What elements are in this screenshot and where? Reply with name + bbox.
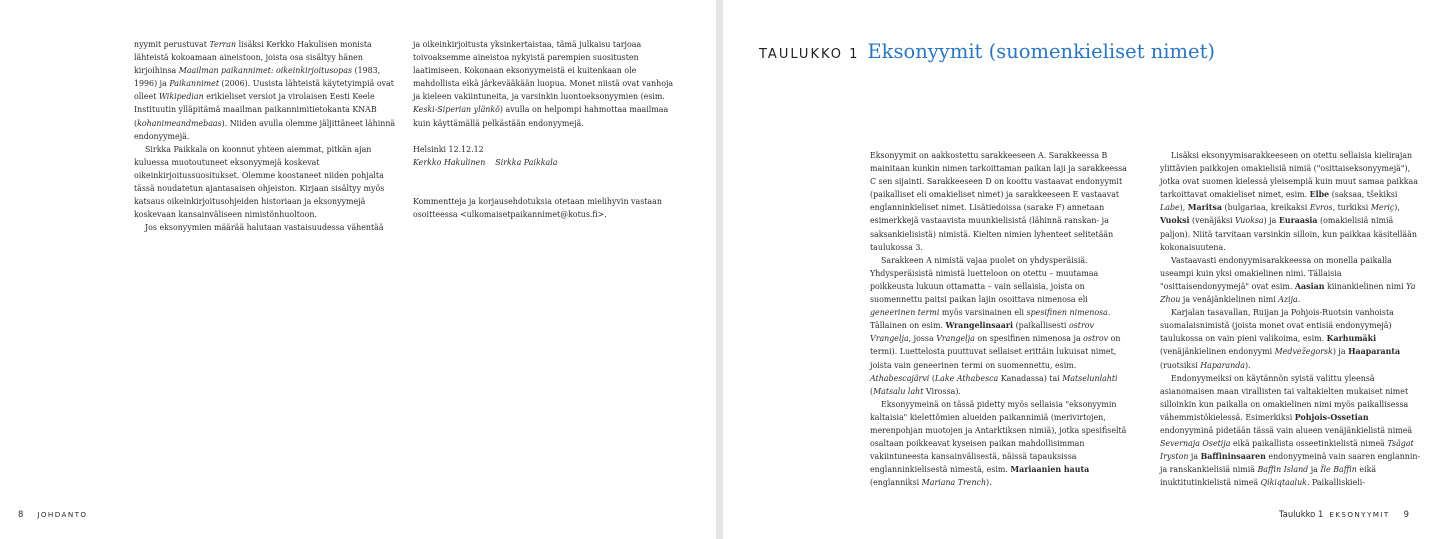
left-column-2	[413, 38, 675, 221]
paragraph: Endonyymeiksi on käytännön syistä valittu yleensä asianomaisen maan virallisten tai valtakielten mukaiset nimet silloinkin kun paikalla on omakielinen nimi myös paikallisessa vähemmistökielessä. Esimerkiksi Pohjois-Ossetian endonyyminä pidetään tässä vain alueen venäjänkielistä nimeä Severnaja Osetija eikä paikallista osseetinkielistä nimeä Tsägat Iryston ja Baffininsaaren endonyymeinä vain saaren englannin- ja ranskankielisiä nimiä Baffin Island ja Île Baffin eikä inuktitutinkielistä nimeä Qikiqtaaluk. Paikalliskieli-	[1160, 373, 1421, 488]
authors: Kerkko Hakulinen Sirkka Paikkala	[413, 157, 558, 167]
paragraph: Jos eksonyymien määrää halutaan vastaisuudessa vähentää	[145, 223, 384, 233]
running-section: EKSONYYMIT	[1329, 510, 1390, 519]
right-column-1	[870, 149, 1132, 489]
feedback-note: Kommentteja ja korjausehdotuksia otetaan mielihyvin vastaan osoitteessa <ulkomaisetpaikannimet@kotus.fi>.	[413, 196, 662, 219]
page-number: 9	[1403, 509, 1409, 519]
paragraph: Sirkka Paikkala on koonnut yhteen aiemmat, pitkän ajan kuluessa muotoutuneet eksonyymejä koskevat oikeinkirjoitussuositukset. Olemme koostaneet niiden pohjalta tässä noudatetun ajantasaisen ohjeiston. Kirjaan sisältyy myös katsaus oikeinkirjoitusohjeiden historiaan ja eksonyymejä koskevaan kansainväliseen nimistönhuoltoon.	[134, 144, 385, 220]
right-page	[723, 0, 1436, 539]
table-label: TAULUKKO 1	[759, 47, 860, 62]
paragraph: nyymit perustuvat Terran lisäksi Kerkko Hakulisen monista lähteistä kokoamaan aineistoon, joista osa sisältyy hänen kirjoihinsa Maailman paikannimet: oikeinkirjoitusopas (1983, 1996) ja Paikannimet (2006). Uusista lähteistä käytetyimpiä ovat olleet Wikipedian erikieliset versiot ja virolaisen Eesti Keele Instituutin ylläpitämä maailman paikannimitietokanta KNAB (kohanimeandmebaas). Niiden avulla olemme jäljittäneet lähinnä endonyymejä.	[134, 40, 396, 141]
paragraph: ja oikeinkirjoitusta yksinkertaistaa, tämä julkaisu tarjoaa toivoaksemme aineistoa nykyistä parempien suositusten laatimiseen. Kokonaan eksonyymeistä ei kuitenkaan ole mahdollista eikä järkevääkään luopua. Monet niistä ovat vanhoja ja kieleen vakiintuneita, ja varsinkin luontoeksonyymien (esim. Keski-Siperian ylänkö) avulla on helpompi hahmottaa maailmaa kuin käyttämällä pelkästään endonyymejä.	[413, 40, 674, 128]
paragraph: Karjalan tasavallan, Ruijan ja Pohjois-Ruotsin vanhoista suomalaisnimistä (joista monet ovat entisiä endonyymejä) taulukossa on vain pieni valikoima, esim. Karhumäki (venäjänkielinen endonyymi Medvežegorsk) ja Haaparanta (ruotsiksi Haparanda).	[1160, 308, 1401, 370]
table-heading	[759, 40, 1215, 63]
page-number: 8	[18, 509, 24, 519]
right-column-2	[1160, 149, 1422, 489]
running-label: Taulukko 1	[1278, 509, 1324, 519]
paragraph: Eksonyymit on aakkostettu sarakkeeseen A. Sarakkeessa B mainitaan kunkin nimen tarkoittaman paikan laji ja sarakkeessa C sen sijainti. Sarakkeeseen D on koottu vastaavat endonyymit (paikalliset eli omakieliset nimet) ja sarakkeeseen E vastaavat englanninkieliset nimet. Lisätiedoissa (sarake F) annetaan esimerkkejä vastaavista muunkielisistä (lähinnä ranskan- ja saksankielisistä) nimistä. Kielten nimien lyhenteet selitetään taulukossa 3.	[870, 151, 1127, 252]
paragraph: Vastaavasti endonyymisarakkeessa on monella paikalla useampi kuin yksi omakielinen nimi. Tällaisia "osittaisendonyymejä" ovat esim. Aasian kiinankielinen nimi Ya Zhou ja venäjänkielinen nimi Azija.	[1160, 255, 1416, 305]
right-footer	[1279, 509, 1409, 519]
paragraph: Sarakkeen A nimistä vajaa puolet on yhdysperäisiä. Yhdysperäisistä nimistä luetteloon on otettu – muutamaa poikkeusta lukuun ottamatta – vain sellaisia, joista on suomennettu paitsi paikan lajin osoittava nimenosa eli geneerinen termi myös varsinainen eli spesifinen nimenosa. Tällainen on esim. Wrangelinsaari (paikallisesti ostrov Vrangelja, jossa Vrangelja on spesifinen nimenosa ja ostrov on termi). Luettelosta puuttuvat sellaiset erittäin lukuisat nimet, joista vain geneerinen termi on suomennettu, esim. Athabescajärvi (Lake Athabesca Kanadassa) tai Matselunlahti (Matsalu laht Virossa).	[870, 255, 1121, 396]
left-column-1	[134, 38, 396, 234]
table-title: Eksonyymit (suomenkieliset nimet)	[867, 40, 1216, 63]
left-footer	[18, 509, 87, 519]
paragraph: Lisäksi eksonyymisarakkeeseen on otettu sellaisia kielirajan ylittävien paikkojen omakielisiä nimiä ("osittaiseksonyymejä"), jotka ovat suomen kielessä yleisempiä kuin muut samaa paikkaa tarkoittavat omakieliset nimet, esim. Elbe (saksaa, tšekiksi Labe), Maritsa (bulgariaa, kreikaksi Evros, turkiksi Meriç), Vuoksi (venäjäksi Vuoksa) ja Euraasia (omakielisiä nimiä paljon). Niitä tarvitaan varsinkin silloin, kun paikkaa käsitellään kokonaisuutena.	[1160, 151, 1418, 252]
paragraph: Eksonyymeinä on tässä pidetty myös sellaisia "eksonyymin kaltaisia" kielettömien alueiden paikannimiä (merivirtojen, merenpohjan muotojen ja Antarktiksen nimiä), jotka spesifiseltä osaltaan poikkeavat kyseisen paikan mahdollisimman vakiintuneesta kansainvälisestä, näissä tapauksissa englanninkielisestä nimestä, esim. Mariaanien hauta (englanniksi Mariana Trench).	[870, 399, 1127, 488]
place-date: Helsinki 12.12.12	[413, 144, 484, 154]
left-page	[0, 0, 716, 539]
running-section: JOHDANTO	[37, 510, 88, 519]
